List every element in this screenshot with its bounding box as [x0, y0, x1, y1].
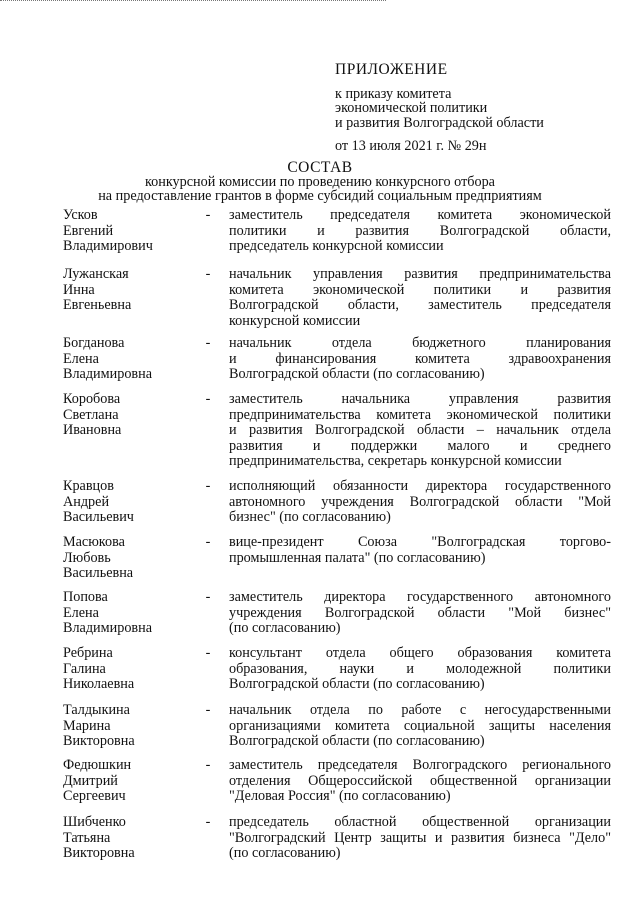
- description-line: вице-президент Союза "Волгоградская торгово-: [229, 534, 611, 550]
- member-11-description: [229, 815, 611, 862]
- description-line: (по согласованию): [229, 620, 341, 637]
- member-first-name: Андрей: [63, 493, 110, 510]
- member-patronymic: Владимировна: [63, 366, 152, 383]
- description-line: учреждения Волгоградской области "Мой бизнес": [229, 604, 611, 621]
- description-line: председатель конкурсной комиссии: [229, 238, 444, 255]
- member-first-name: Елена: [63, 350, 99, 367]
- description-line: консультант отдела общего образования комитета: [229, 645, 611, 661]
- member-9-description: [229, 703, 611, 750]
- member-patronymic: Васильевич: [63, 509, 134, 526]
- member-surname: Усков: [63, 207, 98, 223]
- member-patronymic: Владимировна: [63, 620, 152, 637]
- member-surname: Масюкова: [63, 534, 125, 550]
- member-4-description: [229, 392, 611, 470]
- member-1-name: [63, 208, 203, 255]
- member-surname: Попова: [63, 589, 108, 605]
- description-line: заместитель начальника управления развития: [229, 391, 611, 407]
- member-10-description: [229, 758, 611, 805]
- description-line: предпринимательства комитета экономической политики: [229, 406, 611, 423]
- member-patronymic: Владимирович: [63, 238, 153, 255]
- description-line: начальник отдела бюджетного планирования: [229, 335, 611, 351]
- description-line: Волгоградской области (по согласованию): [229, 733, 485, 750]
- member-surname: Лужанская: [63, 266, 129, 282]
- scan-top-border: [0, 0, 386, 4]
- member-8-dash: -: [205, 645, 211, 661]
- description-line: "Деловая Россия" (по согласованию): [229, 788, 451, 805]
- member-11-dash: -: [205, 814, 211, 830]
- description-line: политики и развития Волгоградской области,: [229, 222, 611, 239]
- member-11-name: [63, 815, 203, 862]
- description-line: Волгоградской области (по согласованию): [229, 366, 485, 383]
- description-line: "Волгоградский Центр защиты и развития бизнеса "Дело": [229, 829, 611, 846]
- member-10-dash: -: [205, 757, 211, 773]
- description-line: исполняющий обязанности директора государственного: [229, 478, 611, 494]
- member-5-description: [229, 479, 611, 526]
- appendix-line-3: и развития Волгоградской области: [335, 115, 544, 131]
- member-2-name: [63, 267, 203, 314]
- member-6-name: [63, 535, 203, 582]
- appendix-title: ПРИЛОЖЕНИЕ: [335, 61, 448, 78]
- member-7-name: [63, 590, 203, 637]
- description-line: развития и поддержки малого и среднего: [229, 437, 611, 454]
- member-6-description: [229, 535, 611, 566]
- description-line: организациями комитета социальной защиты населения: [229, 717, 611, 734]
- member-3-name: [63, 336, 203, 383]
- description-line: бизнес" (по согласованию): [229, 509, 391, 526]
- member-surname: Богданова: [63, 335, 125, 351]
- description-line: начальник отдела по работе с негосударственными: [229, 702, 611, 718]
- member-first-name: Евгений: [63, 222, 114, 239]
- description-line: предпринимательства, секретарь конкурсной комиссии: [229, 453, 562, 470]
- member-first-name: Инна: [63, 281, 95, 298]
- member-patronymic: Сергеевич: [63, 788, 126, 805]
- description-line: и финансирования комитета здравоохранения: [229, 350, 611, 367]
- member-7-dash: -: [205, 589, 211, 605]
- member-patronymic: Васильевна: [63, 565, 134, 582]
- member-first-name: Марина: [63, 717, 111, 734]
- member-patronymic: Викторовна: [63, 733, 135, 750]
- member-surname: Ребрина: [63, 645, 113, 661]
- member-8-name: [63, 646, 203, 693]
- member-9-name: [63, 703, 203, 750]
- member-8-description: [229, 646, 611, 693]
- description-line: заместитель председателя Волгоградского регионального: [229, 757, 611, 773]
- member-surname: Талдыкина: [63, 702, 130, 718]
- member-10-name: [63, 758, 203, 805]
- member-4-dash: -: [205, 391, 211, 407]
- appendix-line-1: к приказу комитета: [335, 86, 452, 102]
- member-surname: Федюшкин: [63, 757, 132, 773]
- description-line: конкурсной комиссии: [229, 312, 361, 329]
- document-subtitle-line-2: на предоставление грантов в форме субсидий социальным предприятиям: [98, 188, 542, 204]
- description-line: автономного учреждения Волгоградской области "Мой: [229, 493, 611, 510]
- document-title: СОСТАВ: [287, 159, 353, 176]
- member-first-name: Елена: [63, 604, 99, 621]
- document-subtitle-line-1: конкурсной комиссии по проведению конкурсного отбора: [145, 174, 495, 190]
- member-patronymic: Викторовна: [63, 845, 135, 862]
- description-line: заместитель председателя комитета экономической: [229, 207, 611, 223]
- appendix-date-line: от 13 июля 2021 г. № 29н: [335, 138, 487, 154]
- description-line: и развития Волгоградской области – начальник отдела: [229, 422, 611, 439]
- member-surname: Шибченко: [63, 814, 126, 830]
- member-5-dash: -: [205, 478, 211, 494]
- member-4-name: [63, 392, 203, 439]
- description-line: (по согласованию): [229, 845, 341, 862]
- description-line: начальник управления развития предпринимательства: [229, 266, 611, 282]
- description-line: образования, науки и молодежной политики: [229, 660, 611, 677]
- member-3-description: [229, 336, 611, 383]
- member-surname: Коробова: [63, 391, 121, 407]
- member-first-name: Светлана: [63, 406, 119, 423]
- member-first-name: Любовь: [63, 549, 111, 566]
- member-1-dash: -: [205, 207, 211, 223]
- member-surname: Кравцов: [63, 478, 114, 494]
- description-line: заместитель директора государственного автономного: [229, 589, 611, 605]
- member-first-name: Дмитрий: [63, 772, 118, 789]
- description-line: отделения Общероссийской общественной организации: [229, 772, 611, 789]
- member-patronymic: Евгеньевна: [63, 297, 132, 314]
- member-first-name: Галина: [63, 660, 106, 677]
- member-7-description: [229, 590, 611, 637]
- member-patronymic: Николаевна: [63, 676, 135, 693]
- description-line: промышленная палата" (по согласованию): [229, 549, 486, 566]
- member-6-dash: -: [205, 534, 211, 550]
- member-3-dash: -: [205, 335, 211, 351]
- member-1-description: [229, 208, 611, 255]
- description-line: председатель областной общественной организации: [229, 814, 611, 830]
- appendix-line-2: экономической политики: [335, 100, 488, 116]
- member-5-name: [63, 479, 203, 526]
- member-2-dash: -: [205, 266, 211, 282]
- member-first-name: Татьяна: [63, 829, 111, 846]
- description-line: Волгоградской области (по согласованию): [229, 676, 485, 693]
- description-line: комитета экономической политики и развития: [229, 281, 611, 298]
- member-9-dash: -: [205, 702, 211, 718]
- member-patronymic: Ивановна: [63, 422, 122, 439]
- description-line: Волгоградской области, заместитель председателя: [229, 297, 611, 314]
- member-2-description: [229, 267, 611, 329]
